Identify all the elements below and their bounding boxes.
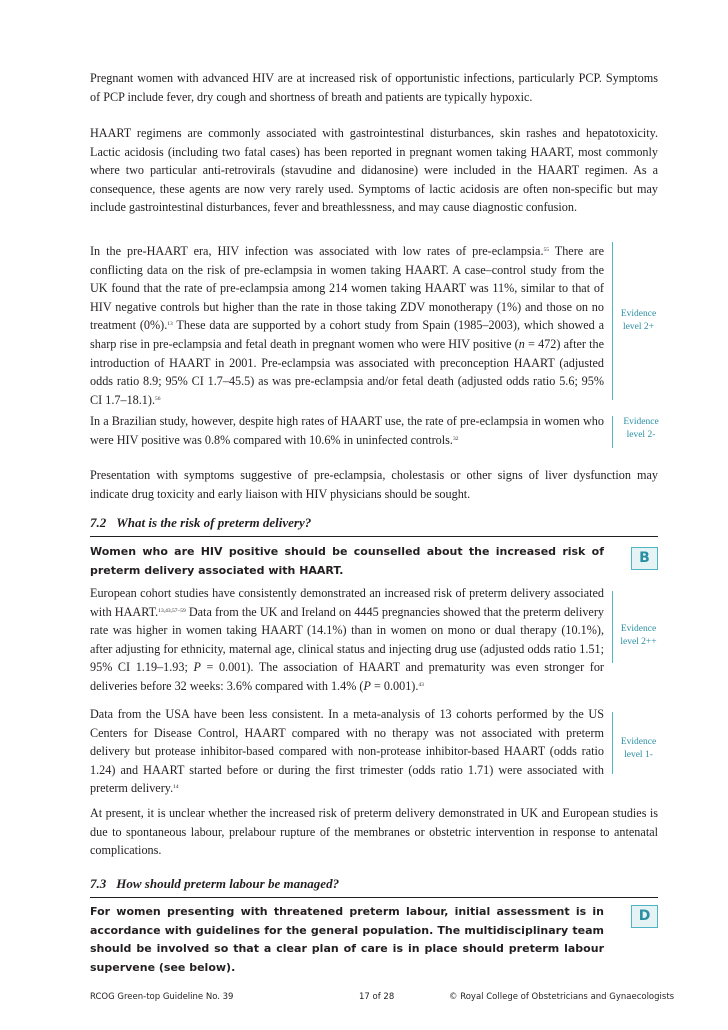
paragraph-pcp-risk: Pregnant women with advanced HIV are at increased risk of opportunistic infections, particularly PCP. Symptoms of PCP include fever, dry cough and shortness of breath and patients are typically hypoxic. [90,71,658,104]
footer-guideline-number: RCOG Green-top Guideline No. 39 [90,992,234,1002]
reference-superscript: 55 [543,247,549,253]
recommendation-grade-badge: D [631,905,658,928]
paragraph-pre-eclampsia-cohort: In the pre-HAART era, HIV infection was associated with low rates of pre-eclampsia.$^{55}$ There are conflicting data on the risk of pre-eclampsia in women taking HAART. A case–control study from the UK found that the rate of pre-eclampsia among 214 women taking HAART was 11%, similar to that of HIV negative controls but higher than the rate in those taking ZDV monotherapy (1%) and those on no treatment (0%).$^{13}$ These data are supported by a cohort study from Spain (1985–2003), which showed a sharp rise in pre-eclampsia and fetal death in pregnant women who were HIV positive (n = 472) after the introduction of HAART in 2001. Pre-eclampsia was associated with preconception HAART (adjusted odds ratio 8.9; 95% CI 1.7–45.5) as was pre-eclampsia and/or fetal death (adjusted odds ratio 5.6; 95% CI 1.7–18.1).$^{56}$ [90,244,605,407]
footer-copyright: © Royal College of Obstetricians and Gynaecologists [449,992,675,1002]
recommendation-text: For women presenting with threatened preterm labour, initial assessment is in accordance with guidelines for the general population. The multidisciplinary team should be involved so that a clear plan of care is in place should preterm labour supervene (see below). [90,905,604,974]
section-divider [90,897,658,898]
section-heading-7-3: 7.3 How should preterm labour be managed? [90,876,340,891]
reference-superscript: 43 [418,681,424,688]
evidence-level-marker: Evidence level 1- [612,712,660,774]
reference-superscript: 13,43,57–59 [158,607,186,614]
recommendation-text: Women who are HIV positive should be counselled about the increased risk of preterm delivery associated with HAART. [90,545,604,577]
reference-superscript: 56 [155,395,161,402]
reference-superscript: 13 [167,321,173,328]
section-heading-7-2: 7.2 What is the risk of preterm delivery? [90,515,312,530]
evidence-level-marker: Evidence level 2- [612,416,665,448]
section-divider [90,536,658,537]
paragraph-unclear-cause: At present, it is unclear whether the increased risk of preterm delivery demonstrated in UK and European studies is due to spontaneous labour, prelabour rupture of the membranes or obstetric intervention in response to antenatal complications. [90,806,658,858]
recommendation-grade-badge: B [631,547,658,570]
reference-superscript: 14 [173,784,179,791]
footer-page-number: 17 of 28 [359,992,395,1002]
paragraph-usa-meta-analysis: Data from the USA have been less consistent. In a meta-analysis of 13 cohorts performed by the US Centers for Disease Control, HAART compared with no therapy was not associated with preterm delivery but protease inhibitor-based compared with non-protease inhibitor-based HAART (odds ratio 1.24) and HAART started before or during the first trimester (odds ratio 1.71) were associated with preterm delivery.$^{14}$ [90,707,604,796]
paragraph-european-cohorts: European cohort studies have consistently demonstrated an increased risk of preterm delivery associated with HAART.$^{13,43,57-59}$ Data from the UK and Ireland on 4445 pregnancies showed that the preterm delivery rate was higher in women taking HAART (14.1%) than in women on mono or dual therapy (10.1%), after adjusting for ethnicity, maternal age, clinical status and injecting drug use (adjusted odds ratio 1.51; 95% CI 1.19–1.93; P = 0.001). The association of HAART and prematurity was even stronger for deliveries before 32 weeks: 3.6% compared with 1.4% (P = 0.001).$^{43}$ [90,586,604,693]
evidence-level-marker: Evidence level 2++ [612,591,660,663]
paragraph-brazilian-study: In a Brazilian study, however, despite high rates of HAART use, the rate of pre-eclampsia in women who were HIV positive was 0.8% compared with 10.6% in uninfected controls.$^{32}$ [90,414,604,447]
evidence-level-marker: Evidence level 2+ [612,242,660,400]
paragraph-haart-side-effects: HAART regimens are commonly associated with gastrointestinal disturbances, skin rashes and hepatotoxicity. Lactic acidosis (including two fatal cases) has been reported in pregnant women taking HAART, most commonly where two particular anti-retrovirals (stavudine and didanosine) were included in the HAART regimen. As a consequence, these agents are now very rarely used. Symptoms of lactic acidosis are often non-specific but may include gastrointestinal disturbances, fever and breathlessness, and may cause diagnostic confusion. [90,126,658,215]
reference-superscript: 32 [452,435,459,442]
paragraph-drug-toxicity: Presentation with symptoms suggestive of pre-eclampsia, cholestasis or other signs of liver dysfunction may indicate drug toxicity and early liaison with HIV physicians should be sought. [90,468,658,501]
